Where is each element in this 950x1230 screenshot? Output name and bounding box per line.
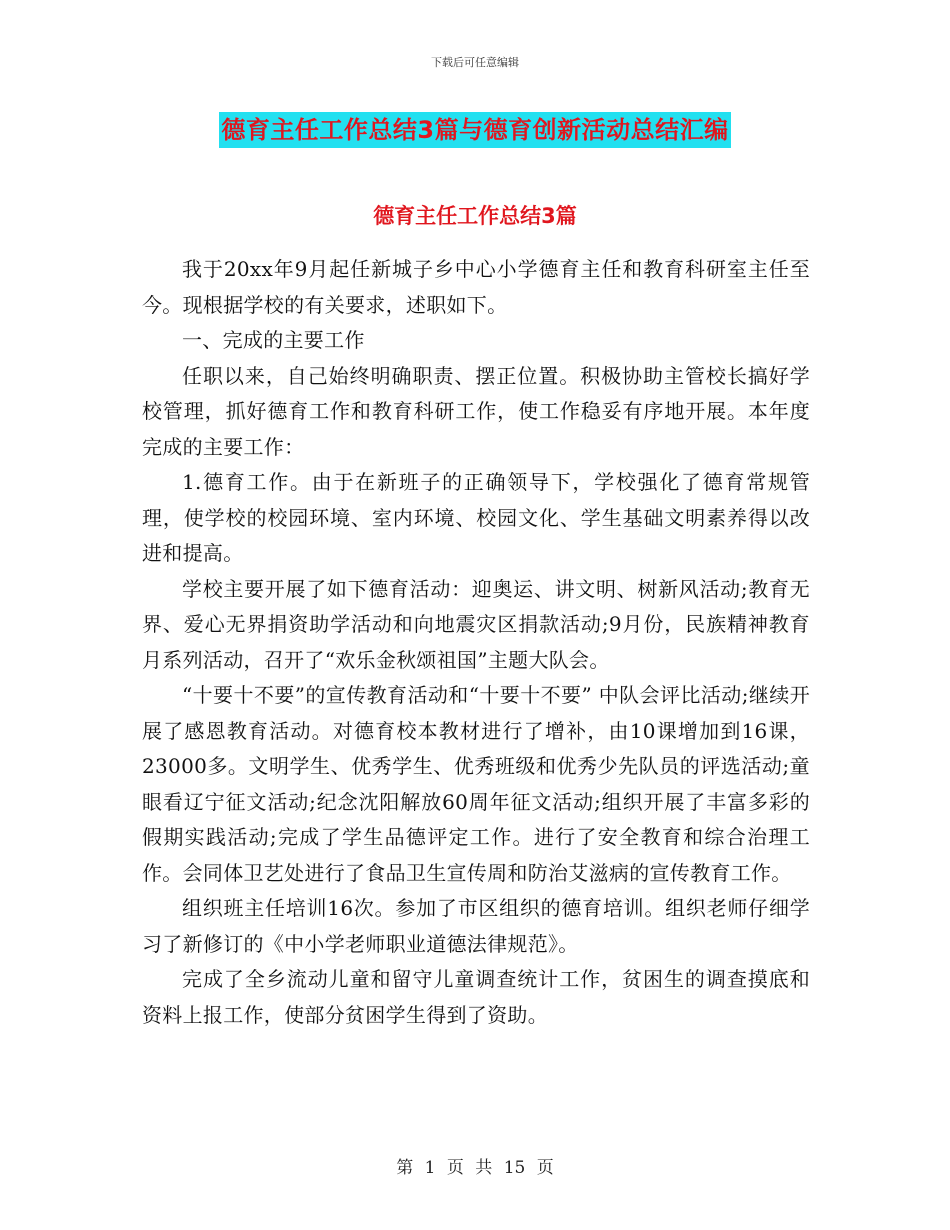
main-title-container (0, 112, 950, 148)
page-header-note: 下载后可任意编辑 (431, 56, 519, 69)
paragraph-duties: 任职以来，自己始终明确职责、摆正位置。积极协助主管校长搞好学校管理，抓好德育工作和教育科研工作，使工作稳妥有序地开展。本年度完成的主要工作： (142, 363, 810, 459)
page-number-footer: 第 1 页 共 15 页 (396, 1158, 554, 1178)
document-sub-title: 德育主任工作总结3篇 (373, 204, 577, 228)
paragraph-intro: 我于20xx年9月起任新城子乡中心小学德育主任和教育科研室主任至今。现根据学校的有关要求，述职如下。 (142, 257, 810, 317)
section-heading-main-work: 一、完成的主要工作 (182, 328, 365, 352)
paragraph-training: 组织班主任培训16次。参加了市区组织的德育培训。组织老师仔细学习了新修订的《中小学老师职业道德法律规范》。 (142, 896, 810, 956)
paragraph-campaigns: “十要十不要”的宣传教育活动和“十要十不要” 中队会评比活动;继续开展了感恩教育活动。对德育校本教材进行了增补，由10课增加到16课，23000多。文明学生、优秀学生、优秀班级和优秀少先队员的评选活动;童眼看辽宁征文活动;纪念沈阳解放60周年征文活动;组织开展了丰富多彩的假期实践活动;完成了学生品德评定工作。进行了安全教育和综合治理工作。会同体卫艺处进行了食品卫生宣传周和防治艾滋病的宣传教育工作。 (142, 683, 810, 885)
document-main-title: 德育主任工作总结3篇与德育创新活动总结汇编 (219, 112, 730, 148)
paragraph-activities: 学校主要开展了如下德育活动：迎奥运、讲文明、树新风活动;教育无界、爱心无界捐资助学活动和向地震灾区捐款活动;9月份，民族精神教育月系列活动，召开了“欢乐金秋颂祖国”主题大队会。 (142, 576, 810, 672)
paragraph-moral-education: 1.德育工作。由于在新班子的正确领导下，学校强化了德育常规管理，使学校的校园环境、室内环境、校园文化、学生基础文明素养得以改进和提高。 (142, 470, 810, 565)
paragraph-survey: 完成了全乡流动儿童和留守儿童调查统计工作，贫困生的调查摸底和资料上报工作，使部分贫困学生得到了资助。 (142, 967, 810, 1027)
document-body (142, 252, 810, 1033)
